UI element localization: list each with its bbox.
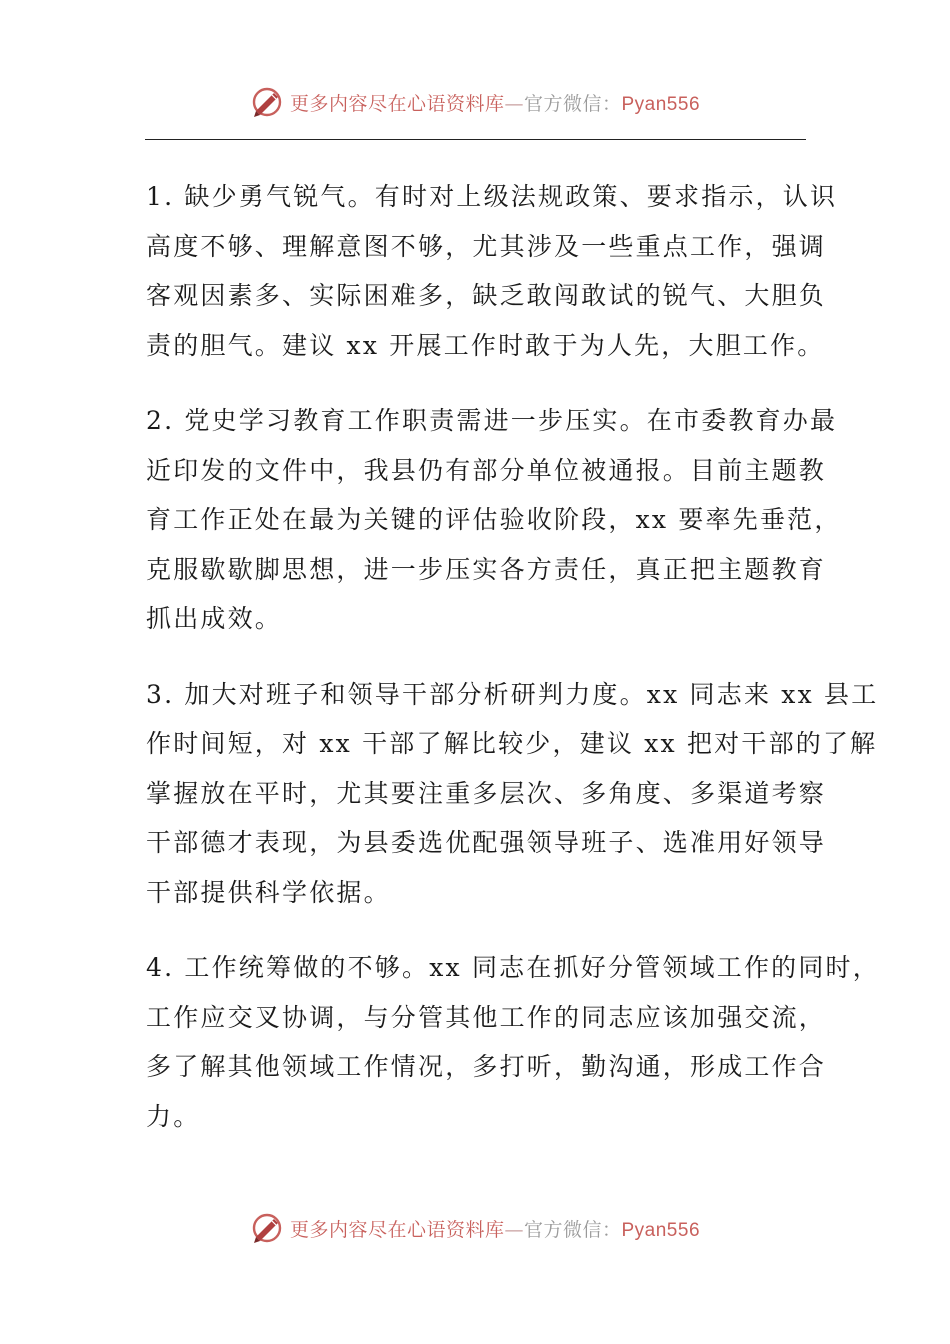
banner-text xyxy=(290,89,700,116)
footer-banner xyxy=(0,1208,950,1248)
text-line: 育工作正处在最为关键的评估验收阶段，xx 要率先垂范， xyxy=(146,505,842,534)
paragraph-2 xyxy=(146,396,842,644)
text-line: 作时间短，对 xx 干部了解比较少，建议 xx 把对干部的了解 xyxy=(146,729,878,758)
text-line: 抓出成效。 xyxy=(146,604,283,633)
text-line: 3. 加大对班子和领导干部分析研判力度。xx 同志来 xx 县工 xyxy=(146,679,879,709)
text-line: 高度不够、理解意图不够，尤其涉及一些重点工作，强调 xyxy=(146,231,827,261)
text-line: 2. 党史学习教育工作职责需进一步压实。在市委教育办最 xyxy=(146,406,838,435)
text-line: 4. 工作统筹做的不够。xx 同志在抓好分管领域工作的同时， xyxy=(146,953,880,982)
pen-logo-icon xyxy=(250,85,284,119)
header-banner xyxy=(0,82,950,122)
text-line: 工作应交叉协调，与分管其他工作的同志应该加强交流， xyxy=(146,1002,827,1032)
banner-wechat-id: Pyan556 xyxy=(621,1219,701,1241)
banner-wechat-label: 官方微信： xyxy=(523,92,622,115)
header-divider xyxy=(145,139,806,140)
text-line: 1. 缺少勇气锐气。有时对上级法规政策、要求指示，认识 xyxy=(146,182,838,211)
paragraph-1 xyxy=(146,172,838,370)
paragraph-4 xyxy=(146,943,880,1141)
banner-dash: — xyxy=(504,92,524,115)
document-body xyxy=(146,172,880,1167)
banner-source: 更多内容尽在心语资料库 xyxy=(289,92,505,115)
text-line: 干部德才表现，为县委选优配强领导班子、选准用好领导 xyxy=(146,828,827,857)
text-line: 客观因素多、实际困难多，缺乏敢闯敢试的锐气、大胆负 xyxy=(146,281,827,310)
banner-text xyxy=(290,1215,700,1242)
text-line: 近印发的文件中，我县仍有部分单位被通报。目前主题教 xyxy=(146,455,827,485)
text-line: 多了解其他领域工作情况，多打听，勤沟通，形成工作合 xyxy=(146,1052,827,1081)
text-line: 干部提供科学依据。 xyxy=(146,877,391,907)
pen-logo-icon xyxy=(250,1211,284,1245)
text-line: 掌握放在平时，尤其要注重多层次、多角度、多渠道考察 xyxy=(146,778,827,808)
banner-dash: — xyxy=(504,1218,524,1241)
text-line: 力。 xyxy=(146,1101,201,1131)
banner-wechat-label: 官方微信： xyxy=(523,1218,622,1241)
banner-source: 更多内容尽在心语资料库 xyxy=(289,1218,505,1241)
paragraph-3 xyxy=(146,670,879,918)
text-line: 责的胆气。建议 xx 开展工作时敢于为人先，大胆工作。 xyxy=(146,330,825,360)
text-line: 克服歇歇脚思想，进一步压实各方责任，真正把主题教育 xyxy=(146,554,827,584)
banner-wechat-id: Pyan556 xyxy=(621,93,701,115)
